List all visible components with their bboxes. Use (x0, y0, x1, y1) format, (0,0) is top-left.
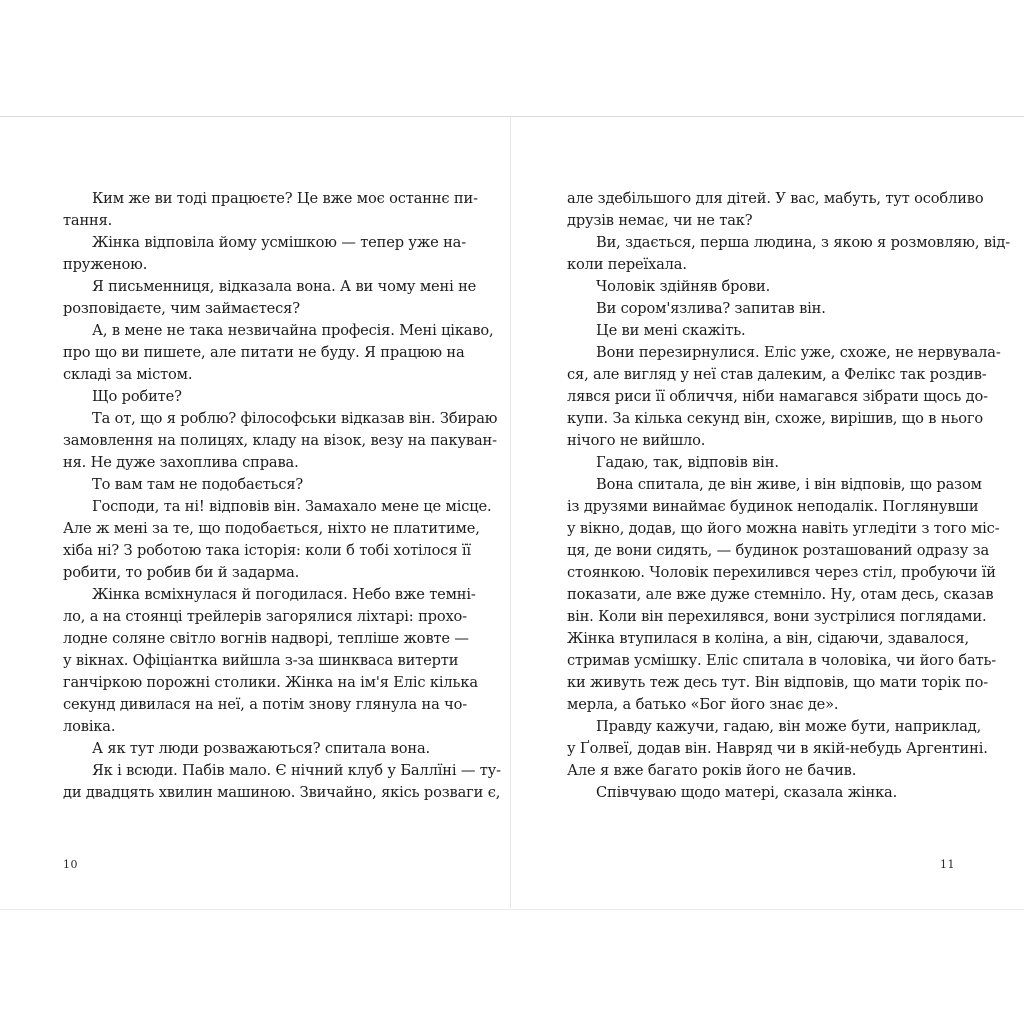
text-line: хіба ні? З роботою така історія: коли б тобі хотілося її (63, 542, 471, 559)
text-line: То вам там не подобається? (92, 476, 304, 493)
text-line: Господи, та ні! відповів він. Замахало мене це місце. (92, 498, 492, 515)
text-line: Як і всюди. Пабів мало. Є нічний клуб у Баллїні — ту- (92, 762, 501, 779)
text-line: Що робите? (92, 388, 182, 405)
text-line: Жінка всміхнулася й погодилася. Небо вже темні- (92, 586, 476, 603)
text-line: ганчіркою порожні столики. Жінка на ім'я Еліс кілька (63, 674, 478, 691)
text-line: робити, то робив би й задарма. (63, 564, 300, 581)
text-line: секунд дивилася на неї, а потім знову глянула на чо- (63, 696, 468, 713)
text-line: ловіка. (63, 718, 116, 735)
page-number-left: 10 (63, 858, 78, 871)
text-line: Це ви мені скажіть. (596, 322, 746, 339)
text-line: Чоловік здійняв брови. (596, 278, 771, 295)
text-line: стримав усмішку. Еліс спитала в чоловіка, чи його бать- (567, 652, 997, 669)
text-line: Правду кажучи, гадаю, він може бути, наприклад, (596, 718, 982, 735)
text-line: із друзями винаймає будинок неподалік. Поглянувши (567, 498, 979, 515)
text-line: у Ґолвеї, додав він. Навряд чи в якій-небудь Аргентині. (567, 740, 988, 757)
text-line: Співчуваю щодо матері, сказала жінка. (596, 784, 898, 801)
text-line: А як тут люди розважаються? спитала вона. (92, 740, 430, 757)
text-line: стоянкою. Чоловік перехилився через стіл, пробуючи їй (567, 564, 996, 581)
text-line: лодне соляне світло вогнів надворі, тепліше жовте — (63, 630, 469, 647)
page-number-right: 11 (940, 858, 955, 871)
text-line: купи. За кілька секунд він, схоже, вирішив, що в нього (567, 410, 984, 427)
text-line: ся, але вигляд у неї став далеким, а Фелікс так роздив- (567, 366, 987, 383)
text-line: Ви сором'язлива? запитав він. (596, 300, 826, 317)
text-line: Жінка відповіла йому усмішкою — тепер уже на- (92, 234, 466, 251)
text-line: Жінка втупилася в коліна, а він, сідаючи, здавалося, (567, 630, 969, 647)
text-line: Вона спитала, де він живе, і він відповів, що разом (596, 476, 982, 493)
text-line: показати, але вже дуже стемніло. Ну, отам десь, сказав (567, 586, 994, 603)
text-line: коли переїхала. (567, 256, 687, 273)
text-line: А, в мене не така незвичайна професія. Мені цікаво, (92, 322, 494, 339)
text-line: Гадаю, так, відповів він. (596, 454, 779, 471)
text-line: ло, а на стоянці трейлерів загорялися ліхтарі: прохо- (63, 608, 467, 625)
text-line: Ким же ви тоді працюєте? Це вже моє останнє пи- (92, 190, 478, 207)
text-line: Та от, що я роблю? філософськи відказав він. Збираю (92, 410, 498, 427)
text-line: у вікнах. Офіціантка вийшла з-за шинкваса витерти (63, 652, 459, 669)
text-line: тання. (63, 212, 113, 229)
text-line: друзів немає, чи не так? (567, 212, 753, 229)
text-line: Я письменниця, відказала вона. А ви чому мені не (92, 278, 477, 295)
text-line: у вікно, додав, що його можна навіть угледіти з того міс- (567, 520, 1000, 537)
text-line: ця, де вони сидять, — будинок розташований одразу за (567, 542, 990, 559)
text-line: Ви, здається, перша людина, з якою я розмовляю, від- (596, 234, 1011, 251)
text-line: лявся риси її обличчя, ніби намагався зібрати щось до- (567, 388, 988, 405)
text-line: Вони перезирнулися. Еліс уже, схоже, не нервувала- (596, 344, 1001, 361)
text-line: він. Коли він перехилявся, вони зустрілися поглядами. (567, 608, 987, 625)
text-line: але здебільшого для дітей. У вас, мабуть, тут особливо (567, 190, 984, 207)
text-line: пруженою. (63, 256, 148, 273)
text-line: розповідаєте, чим займаєтеся? (63, 300, 300, 317)
text-line: нічого не вийшло. (567, 432, 706, 449)
text-line: ди двадцять хвилин машиною. Звичайно, якісь розваги є, (63, 784, 501, 801)
text-line: замовлення на полицях, кладу на візок, везу на пакуван- (63, 432, 497, 449)
text-line: складі за містом. (63, 366, 193, 383)
text-line: мерла, а батько «Бог його знає де». (567, 696, 839, 713)
text-line: ня. Не дуже захоплива справа. (63, 454, 299, 471)
text-line: про що ви пишете, але питати не буду. Я працюю на (63, 344, 465, 361)
text-line: Але я вже багато років його не бачив. (567, 762, 857, 779)
book-gutter (510, 116, 511, 908)
text-line: ки живуть теж десь тут. Він відповів, що мати торік по- (567, 674, 989, 691)
text-line: Але ж мені за те, що подобається, ніхто не платитиме, (63, 520, 480, 537)
